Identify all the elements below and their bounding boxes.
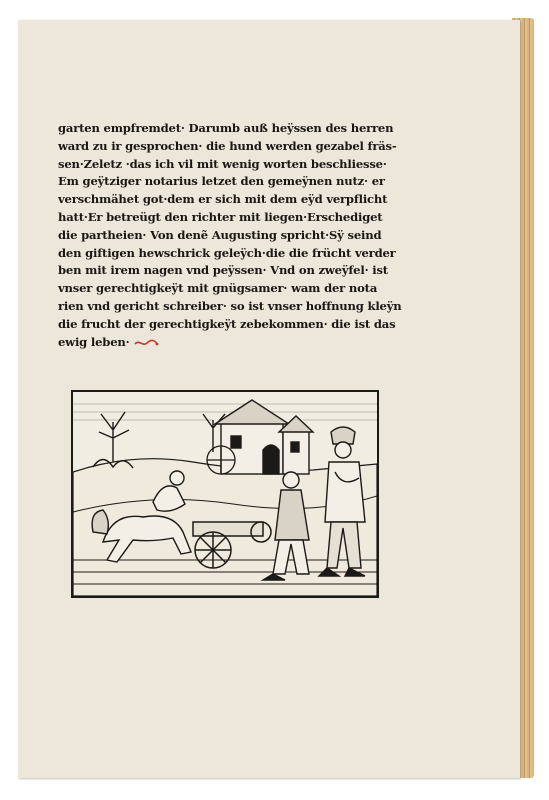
text-line: hatt·Er betreügt den richter mit liegen·Erschediget bbox=[58, 209, 383, 224]
text-line: verschmähet got·dem er sich mit dem eÿd verpflicht bbox=[58, 192, 388, 207]
woodcut-illustration bbox=[71, 390, 379, 598]
text-line: ben mit irem nagen vnd peÿssen· Vnd on zweÿfel· ist bbox=[58, 263, 388, 278]
text-line-last bbox=[58, 334, 408, 352]
text-block bbox=[58, 120, 408, 351]
book-page bbox=[18, 20, 520, 778]
text-line: Em geÿtziger notarius letzet den gemeÿnen nutz· er bbox=[58, 174, 385, 189]
text-line: ward zu ir gesprochen· die hund werden gezabel fräs- bbox=[58, 138, 397, 153]
text-line: die frucht der gerechtigkeÿt zebekommen· die ist das bbox=[58, 316, 396, 331]
text-line: den giftigen hewschrick geleÿch·die die frücht verder bbox=[58, 245, 396, 260]
text-line: vnser gerechtigkeÿt mit gnügsamer· wam der nota bbox=[58, 281, 378, 296]
text-line: garten empfremdet· Darumb auß heÿssen des herren bbox=[58, 121, 394, 135]
text-line: rien vnd gericht schreiber· so ist vnser hoffnung kleÿn bbox=[58, 298, 402, 313]
text-line: sen·Zeletz ·das ich vil mit wenig worten beschliesse· bbox=[58, 156, 387, 171]
text-line-last-words: ewig leben· bbox=[58, 334, 130, 349]
woodcut-scene bbox=[73, 392, 377, 596]
text-line: die partheien· Von denẽ Augusting spricht·Sÿ seind bbox=[58, 227, 382, 242]
red-flourish-icon bbox=[133, 338, 159, 348]
